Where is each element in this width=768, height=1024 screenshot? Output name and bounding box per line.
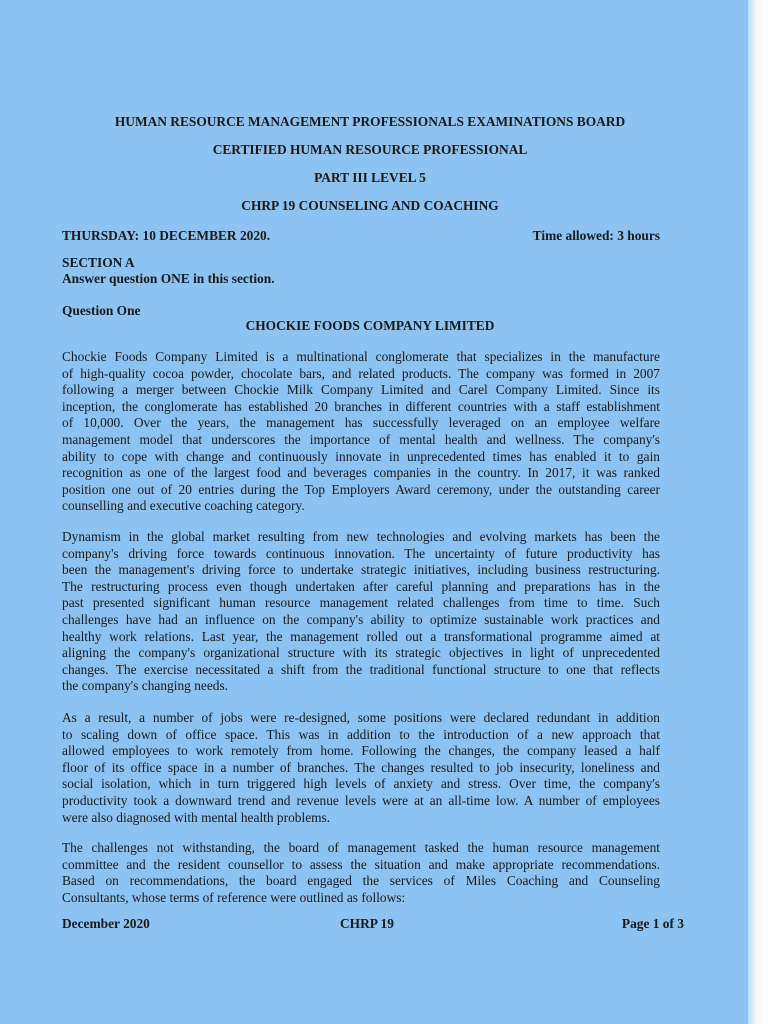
paragraph-line: management model that underscores the importance of mental health and wellness. The company's <box>62 431 660 447</box>
board-title: HUMAN RESOURCE MANAGEMENT PROFESSIONALS EXAMINATIONS BOARD <box>114 114 626 129</box>
paragraph <box>62 710 660 826</box>
paragraph-line: recognition as one of the largest food and beverages companies in the country. In 2017, it was ranked <box>62 465 660 481</box>
paragraph-line: Chockie Foods Company Limited is a multinational conglomerate that specializes in the manufacture <box>62 349 660 364</box>
section-title: SECTION A <box>62 255 135 270</box>
section-instruction: Answer question ONE in this section. <box>62 271 275 286</box>
paragraph-line: following a merger between Chockie Milk Company Limited and Carel Company Limited. Since its <box>62 382 660 398</box>
paragraph-line: company's driving force towards continuous innovation. The uncertainty of future productivity has <box>62 545 660 561</box>
paragraph-line: been the management's driving force to undertake strategic initiatives, including business restructuring. <box>62 562 660 578</box>
exam-date: THURSDAY: 10 DECEMBER 2020. <box>62 228 271 243</box>
paragraph-line: to scaling down of office space. This was in addition to the introduction of a new approach that <box>62 726 660 742</box>
page-edge <box>748 0 768 1024</box>
paragraph-line: ability to cope with change and continuously innovate in unprecedented times has enabled it to gain <box>62 448 660 464</box>
course-title: CHRP 19 COUNSELING AND COACHING <box>241 198 499 213</box>
paragraph-line: aligning the company's organizational structure with its strategic objectives in light of unprecedented <box>62 645 660 661</box>
paragraph-line: floor of its office space in a number of branches. The changes resulted to job insecurity, loneliness and <box>62 759 660 775</box>
paragraph-line: social isolation, which in turn triggered high levels of anxiety and stress. Over time, the company's <box>62 776 660 792</box>
footer-date: December 2020 <box>62 916 150 931</box>
paragraph-line: challenges have had an influence on the company's ability to optimize sustainable work practices and <box>62 611 660 627</box>
paragraph-line: committee and the resident counsellor to assess the situation and make appropriate recommendations. <box>62 856 660 872</box>
footer-page-number: Page 1 of 3 <box>621 916 684 931</box>
time-allowed: Time allowed: 3 hours <box>532 228 660 243</box>
paragraph-line: past presented significant human resource management related challenges from time to time. Such <box>62 595 660 611</box>
paragraph-line: The restructuring process even though undertaken after careful planning and preparations has in the <box>62 578 660 594</box>
paragraph-line: The challenges not withstanding, the board of management tasked the human resource management <box>62 840 660 855</box>
paragraph-line: Dynamism in the global market resulting from new technologies and evolving markets has been the <box>62 529 660 544</box>
case-title: CHOCKIE FOODS COMPANY LIMITED <box>245 318 495 333</box>
paragraph <box>62 349 660 515</box>
paragraph-line: healthy work relations. Last year, the management rolled out a transformational programme aimed at <box>62 628 660 644</box>
paragraph-line: productivity took a downward trend and revenue levels were at an all-time low. A number of employees <box>62 792 660 808</box>
paragraph-line: inception, the conglomerate has established 20 branches in different countries with a staff establishment <box>62 398 660 414</box>
paragraph-line: of high-quality cocoa powder, chocolate bars, and related products. The company was formed in 2007 <box>62 365 660 381</box>
footer-code: CHRP 19 <box>340 916 394 931</box>
paragraph-line: of 10,000. Over the years, the management has successfully leveraged on an employee welfare <box>62 415 660 431</box>
certification-title: CERTIFIED HUMAN RESOURCE PROFESSIONAL <box>212 142 528 157</box>
paragraph <box>62 840 660 906</box>
paragraph-line: counselling and executive coaching category. <box>62 498 305 514</box>
paragraph-line: Consultants, whose terms of reference were outlined as follows: <box>62 889 406 905</box>
paragraph-line: Based on recommendations, the board engaged the services of Miles Coaching and Counseling <box>62 873 660 889</box>
paragraph-line: the company's changing needs. <box>62 678 229 694</box>
paragraph-line: changes. The exercise necessitated a shift from the traditional functional structure to one that reflects <box>62 661 660 677</box>
paragraph-line: As a result, a number of jobs were re-designed, some positions were declared redundant in addition <box>62 710 660 725</box>
paragraph-line: allowed employees to work remotely from home. Following the changes, the company leased a half <box>62 743 660 759</box>
question-label: Question One <box>62 303 141 318</box>
paragraph-line: were also diagnosed with mental health problems. <box>62 809 331 825</box>
paragraph <box>62 529 660 695</box>
paragraph-line: position one out of 20 entries during the Top Employers Award ceremony, under the outstanding career <box>62 481 660 497</box>
part-level: PART III LEVEL 5 <box>314 170 426 185</box>
